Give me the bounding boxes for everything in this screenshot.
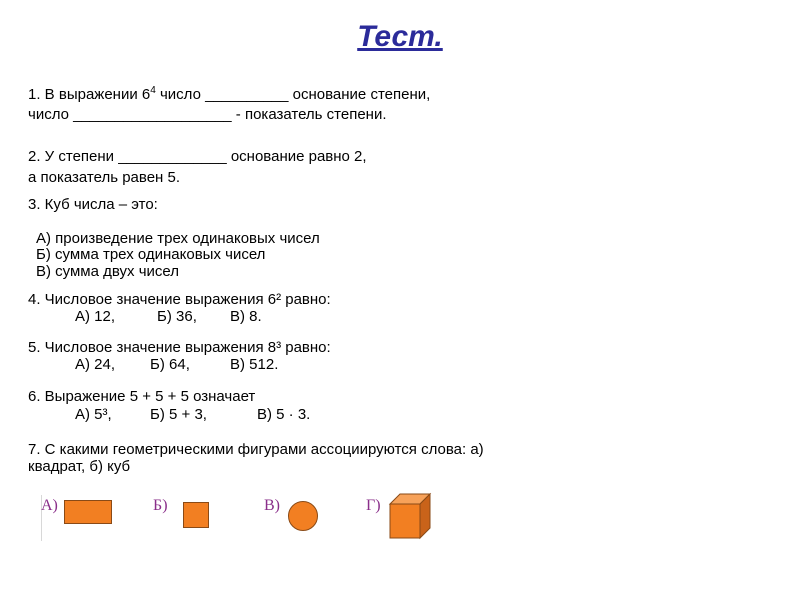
question-6-text: 6. Выражение 5 + 5 + 5 означает (28, 388, 256, 405)
question-3-text: 3. Куб числа – это: (28, 196, 158, 213)
question-5-option-c: В) 512. (230, 356, 279, 373)
circle-shape (288, 501, 318, 531)
question-1-text-a: 1. В выражении 6 (28, 86, 151, 103)
question-5-option-b: Б) 64, (150, 356, 190, 373)
question-4-option-b: Б) 36, (157, 308, 197, 325)
question-1-line-1 (28, 82, 430, 104)
figure-label-b: Б) (153, 497, 168, 514)
question-6-option-c: В) 5 · 3. (257, 406, 311, 423)
question-1-line-2: число ___________________ - показатель степени. (28, 106, 387, 123)
question-3-option-a: А) произведение трех одинаковых чисел (36, 230, 320, 247)
question-1-exponent: 4 (150, 85, 156, 96)
question-5-option-a: А) 24, (75, 356, 116, 373)
figure-label-d: Г) (366, 497, 381, 514)
question-7-line-2: квадрат, б) куб (28, 458, 131, 475)
question-6-option-a: А) 5³, (75, 406, 112, 423)
question-3-option-c: В) сумма двух чисел (36, 263, 179, 280)
cube-shape (388, 492, 434, 540)
question-2-line-2: а показатель равен 5. (28, 169, 180, 186)
question-7-line-1: 7. С какими геометрическими фигурами ассоциируются слова: а) (28, 441, 484, 458)
page-title: Тест. (357, 20, 443, 53)
question-6-option-b: Б) 5 + 3, (150, 406, 207, 423)
question-4-option-a: А) 12, (75, 308, 116, 325)
question-3-option-b: Б) сумма трех одинаковых чисел (36, 246, 266, 263)
question-2-line-1: 2. У степени _____________ основание равно 2, (28, 148, 367, 165)
question-1-text-b: число __________ основание степени, (155, 86, 431, 103)
square-shape (183, 502, 209, 528)
question-5-text: 5. Числовое значение выражения 8³ равно: (28, 339, 331, 356)
question-4-text: 4. Числовое значение выражения 6² равно: (28, 291, 331, 308)
figure-label-a: А) (41, 497, 58, 514)
question-4-option-c: В) 8. (230, 308, 262, 325)
rectangle-shape (64, 500, 112, 524)
figure-label-c: В) (264, 497, 280, 514)
